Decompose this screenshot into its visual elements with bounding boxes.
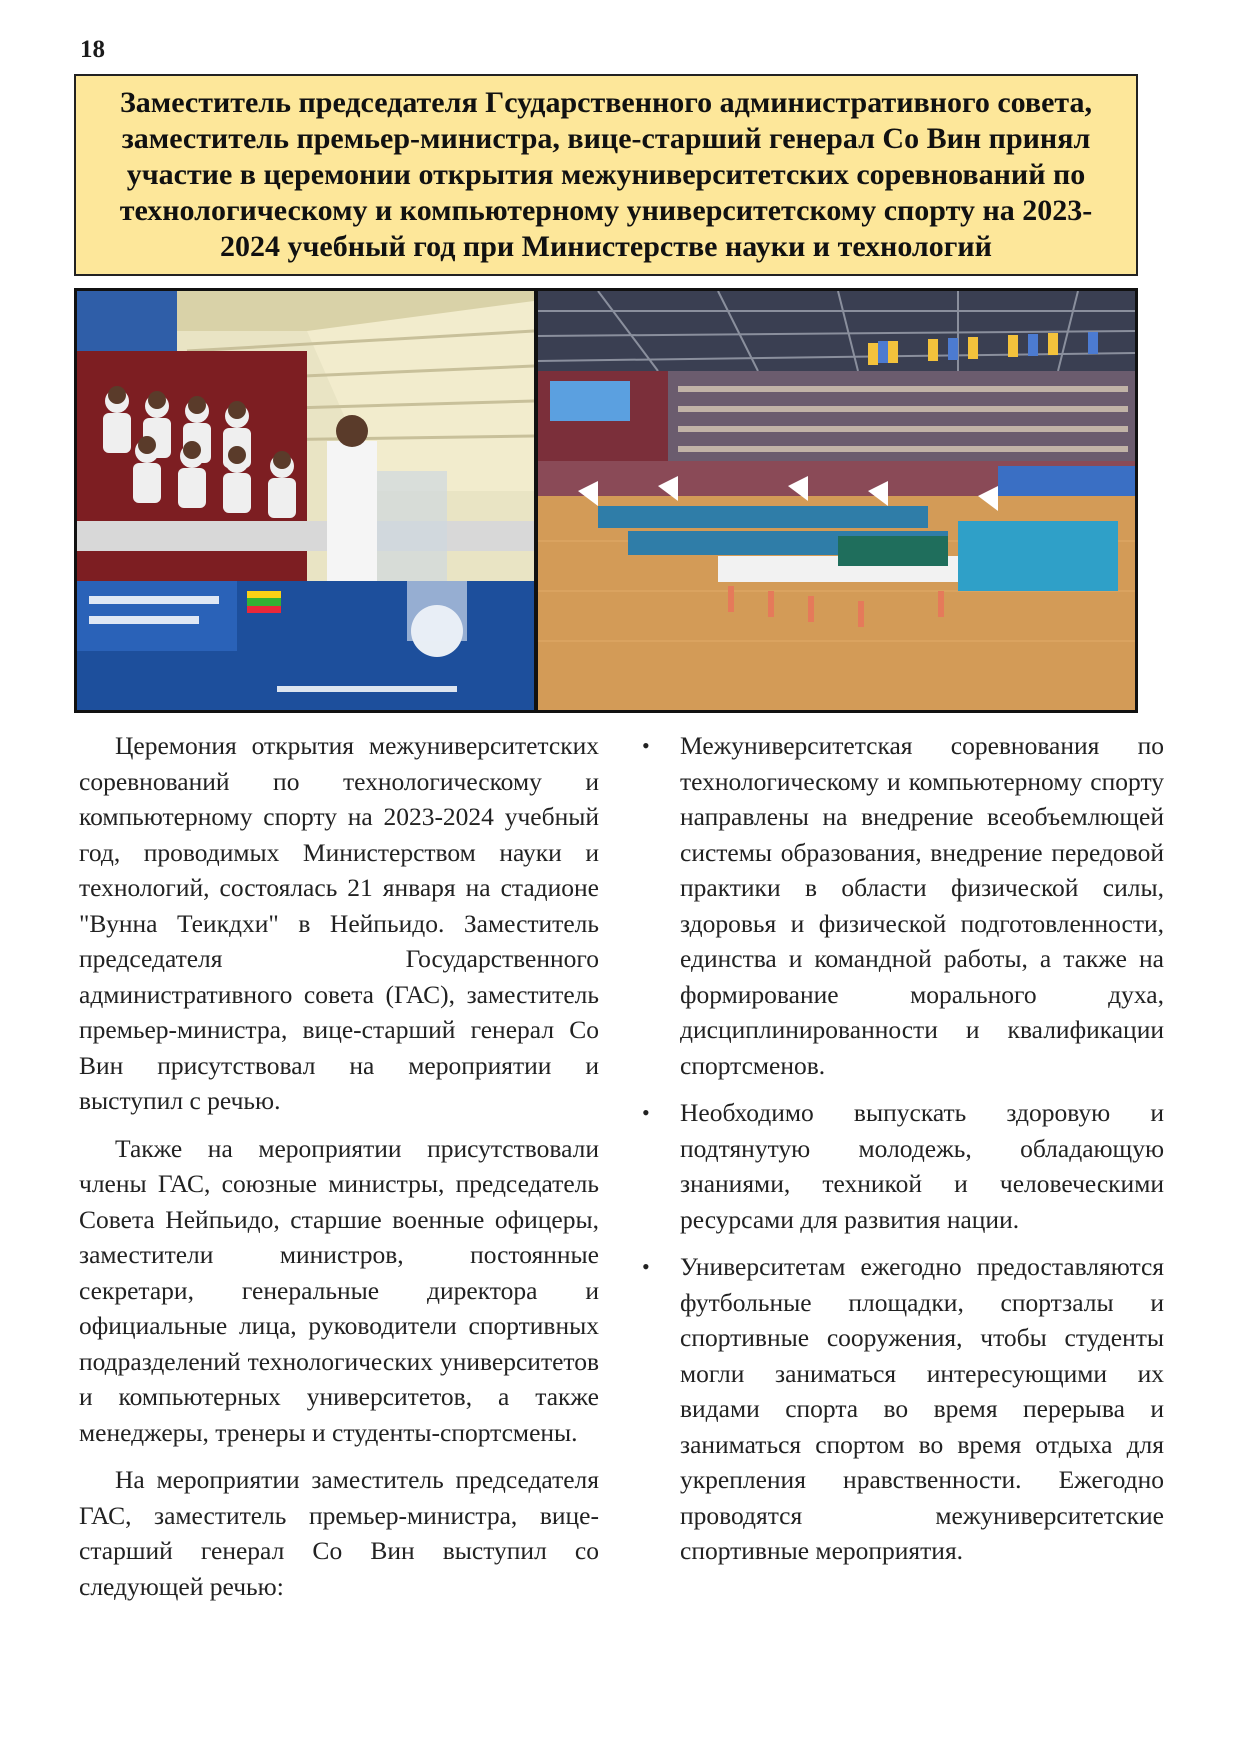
right-text-column — [642, 728, 1164, 1581]
left-text-column — [79, 728, 599, 1616]
page-number: 18 — [80, 36, 105, 63]
paragraph-opening-ceremony: Церемония открытия межуниверситетских соревнований по технологическому и компьютерному спорту на 2023-2024 учебный год, проводимых Министерством науки и технологий, состоялась 21 января на стадионе "Вунна Теикдхи" в Нейпьидо. Заместитель председателя Государственного административного совета (ГАС), заместитель премьер-министра, вице-старший генерал Со Вин присутствовал на мероприятии и выступил с речью. — [79, 731, 599, 1115]
bullet-dot-icon: • — [642, 1100, 650, 1125]
bullet-dot-icon: • — [642, 733, 650, 758]
sports-hall-illustration — [538, 291, 1135, 710]
speaker-photo-illustration — [77, 291, 534, 710]
speech-bullet-list — [642, 728, 1164, 1569]
bullet-text: Необходимо выпускать здоровую и подтянутую молодежь, обладающую знаниями, техникой и человеческими ресурсами для развития нации. — [680, 1098, 1164, 1234]
bullet-item-goals — [642, 728, 1164, 1083]
bullet-text: Университетам ежегодно предоставляются футбольные площадки, спортзалы и спортивные сооружения, чтобы студенты могли заниматься интересующими их видами спорта во время перерыва и заниматься спортом во время отдыха для укрепления нравственности. Ежегодно проводятся межуниверситетские спортивные мероприятия. — [680, 1252, 1164, 1565]
bullet-text: Межуниверситетская соревнования по технологическому и компьютерному спорту направлены на внедрение всеобъемлющей системы образования, внедрение передовой практики в области физической силы, здоровья и физической подготовленности, единства и командной работы, а также на формирование морального духа, дисциплинированности и квалификации спортсменов. — [680, 731, 1164, 1080]
photo-frame — [74, 288, 1138, 713]
bullet-item-facilities — [642, 1249, 1164, 1569]
bullet-item-youth — [642, 1095, 1164, 1237]
paragraph-speech-intro: На мероприятии заместитель председателя ГАС, заместитель премьер-министра, вице-старший генерал Со Вин выступил со следующей речью: — [79, 1465, 599, 1601]
photo-sports-hall-ceremony — [538, 291, 1135, 710]
bullet-dot-icon: • — [642, 1254, 650, 1279]
paragraph-attendees: Также на мероприятии присутствовали члены ГАС, союзные министры, председатель Совета Нейпьидо, старшие военные офицеры, заместители министров, постоянные секретари, генеральные директора и официальные лица, руководители спортивных подразделений технологических университетов и компьютерных университетов, а также менеджеры, тренеры и студенты-спортсмены. — [79, 1133, 599, 1447]
photo-speaker-at-podium — [77, 291, 534, 710]
headline-title: Заместитель председателя Гсударственного административного совета, заместитель премьер-министра, вице-старший генерал Со Вин принял участие в церемонии открытия межуниверситетских соревнований по технологическому и компьютерному университетскому спорту на 2023-2024 учебный год при Министерстве науки и технологий — [119, 86, 1093, 263]
headline-box — [74, 74, 1138, 276]
